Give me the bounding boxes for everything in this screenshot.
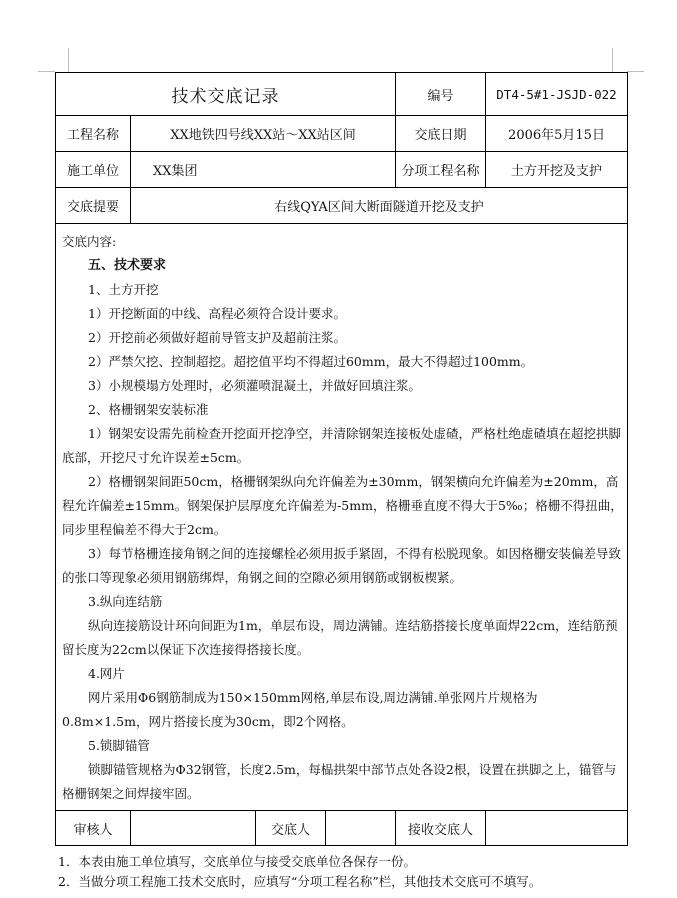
footnote: 2．当做分项工程施工技术交底时，应填写“分项工程名称”栏，其他技术交底可不填写。	[58, 874, 542, 889]
content-paragraph: 2）开挖前必须做好超前导管支护及超前注浆。	[88, 330, 346, 345]
content-paragraph: 3）小规模塌方处理时，必须灌喷混凝土，并做好回填注浆。	[88, 378, 421, 393]
section-heading: 五、技术要求	[88, 258, 167, 273]
unit-row	[56, 152, 628, 188]
reviewer-label: 审核人	[56, 811, 131, 846]
content-paragraph: 4.网片	[88, 666, 125, 681]
sub-project-value: 土方开挖及支护	[486, 152, 628, 188]
footnotes	[58, 852, 541, 892]
content-paragraph: 1）开挖断面的中线、高程必须符合设计要求。	[88, 306, 346, 321]
reviewer-signature[interactable]	[131, 811, 256, 846]
crop-mark-top-right	[612, 48, 613, 72]
form-table	[55, 72, 628, 846]
discloser-label: 交底人	[256, 811, 326, 846]
content-paragraph: 纵向连接筋设计环向间距为1m，单层布设，周边满铺。连结筋搭接长度单面焊22cm，连结筋预留长度为22cm以保证下次连接得搭接长度。	[62, 618, 618, 657]
summary-value: 右线QYA区间大断面隧道开挖及支护	[131, 188, 628, 224]
content-paragraph: 1、土方开挖	[88, 282, 159, 297]
form-title: 技术交底记录	[56, 73, 396, 116]
content-paragraph: 1）钢架安设需先前检查开挖面开挖净空，并清除钢架连接板处虚碴，严格杜绝虚碴填在超挖拱脚底部，开挖尺寸允许误差±5cm。	[62, 426, 621, 465]
unit-label: 施工单位	[56, 152, 131, 188]
unit-value: XX集团	[131, 152, 396, 188]
date-label: 交底日期	[396, 116, 486, 152]
content-paragraph: 5.锁脚锚管	[88, 738, 150, 753]
content-paragraph: 2）格栅钢架间距50cm，格栅钢架纵向允许偏差为±30mm，钢架横向允许偏差为±20mm，高程允许偏差±15mm。钢架保护层厚度允许偏差为-5mm，格栅垂直度不得大于5‰；格栅不得扭曲，同步里程偏差不得大于2cm。	[62, 474, 623, 537]
receiver-signature[interactable]	[486, 811, 628, 846]
crop-mark-top-left	[68, 48, 69, 72]
header-row	[56, 73, 628, 116]
crop-mark-top-right-h	[627, 71, 644, 72]
date-value: 2006年5月15日	[486, 116, 628, 152]
content-cell	[56, 224, 628, 811]
disclosure-form	[55, 72, 627, 846]
project-value: XX地铁四号线XX站～XX站区间	[131, 116, 396, 152]
content-row	[56, 224, 628, 811]
content-paragraph: 3）每节格栅连接角钢之间的连接螺栓必须用扳手紧固，不得有松脱现象。如因格栅安装偏差导致的张口等现象必须用钢筋绑焊，角钢之间的空隙必须用钢筋或钢板楔紧。	[62, 546, 621, 585]
content-paragraph: 2）严禁欠挖、控制超挖。超挖值平均不得超过60mm，最大不得超过100mm。	[88, 354, 534, 369]
content-label: 交底内容:	[62, 234, 117, 249]
summary-row	[56, 188, 628, 224]
content-paragraph: 2、格栅钢架安装标准	[88, 402, 209, 417]
content-paragraph: 锁脚锚管规格为Φ32钢管，长度2.5m，每榀拱架中部节点处各设2根，设置在拱脚之上，锚管与格栅钢架之间焊接牢固。	[62, 762, 617, 801]
content-paragraph: 网片采用Φ6钢筋制成为150×150mm网格,单层布设,周边满铺.单张网片片规格为0.8m×1.5m，网片搭接长度为30cm，即2个网格。	[62, 690, 538, 729]
discloser-signature[interactable]	[326, 811, 396, 846]
crop-mark-top-left-h	[38, 71, 55, 72]
sub-project-label: 分项工程名称	[396, 152, 486, 188]
project-label: 工程名称	[56, 116, 131, 152]
summary-label: 交底提要	[56, 188, 131, 224]
signature-row	[56, 811, 628, 846]
receiver-label: 接收交底人	[396, 811, 486, 846]
code-label: 编号	[396, 73, 486, 116]
project-row	[56, 116, 628, 152]
code-value: DT4-5#1-JSJD-022	[486, 73, 628, 116]
footnote: 1．本表由施工单位填写，交底单位与接受交底单位各保存一份。	[58, 854, 416, 869]
content-paragraph: 3.纵向连结筋	[88, 594, 163, 609]
